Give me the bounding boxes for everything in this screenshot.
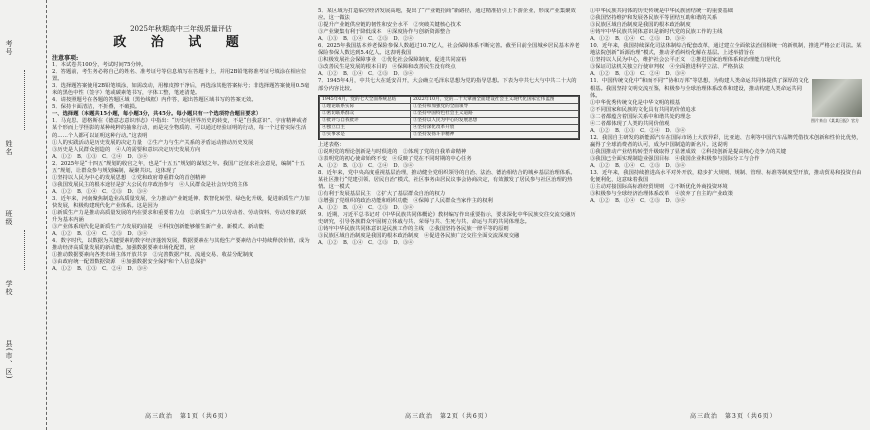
exam-title: 政 治 试 题 (113, 35, 249, 50)
question-text: 5．某区域为打造临空经济发展高地，提出了“产业链招商”新路径，通过精准招引上下游企业，形成产业集聚效应。这一做法 (318, 8, 576, 22)
note-item: 4．请按照题号在各题的答题区域（黑色线框）内作答，超出答题区域书写的答案无效。 (52, 97, 257, 104)
page-footer: 高三政治 第2页（共6页） (405, 413, 492, 420)
question-text: 8．近年来，党中央高度重视基层治理，推动健全党组织领导的自治、法治、德治相结合的城乡基层治理体系。某社区推行“党建引领、居民自治”模式，社区事务由居民议事会协商决定，有效激发了居民参与社区治理的热情。这一模式 (318, 169, 576, 190)
question-option: ③改善民生是发展的根本目的 ④保障和改善民生没有终点 (318, 64, 456, 71)
question-option: ①提升产业链供应链的韧性和安全水平 ②突破关键核心技术 (318, 22, 462, 29)
question-option: ①积极发展社会保障事业 ②优化社会保障制度，促进共同富裕 (318, 57, 467, 64)
page-2-column (318, 8, 580, 406)
question-choices: A．①② B．①④ C．②③ D．③④ (318, 71, 414, 78)
question-option: ③表明党的初心使命始终不变 ④反映了党在不同时期的中心任务 (318, 155, 472, 162)
question-choices: A．①② B．①③ C．②④ D．③④ (318, 162, 414, 169)
question-option: ③二者都蕴含着国际关系中和谐共处的理念 (590, 113, 691, 120)
question-choices: A．①② B．①③ C．②④ D．③④ (52, 266, 148, 273)
table-cell: ④独立自主 (320, 124, 411, 131)
question-option: ①人的实践活动是历史发展的决定力量 ②生产力与生产关系的矛盾运动推动历史发展 (52, 139, 254, 146)
binding-fill-line (24, 230, 25, 270)
question-choices: A．①② B．①③ C．②④ D．③④ (590, 71, 686, 78)
question-option: ③我国已全面实现制造业强国目标 ④我国企业积极参与国际分工与合作 (590, 155, 760, 162)
question-option: ③由政府统一配置数据资源 ④加强数据安全保护和个人信息保护 (52, 259, 206, 266)
table-row (320, 124, 579, 131)
table-cell: ④坚持深化改革开放 (410, 124, 578, 131)
table-header: 2022年10月，党的二十大擘画全面建设社会主义现代化国家宏伟蓝图 (410, 96, 578, 103)
table-row (320, 103, 579, 110)
question-choices: A．①② B．①④ C．②③ D．③④ (590, 163, 686, 170)
page-3-column (590, 8, 862, 406)
question-choices: A．①③ B．①④ C．②③ D．②④ (318, 36, 414, 43)
comparison-table (318, 95, 580, 140)
question-option: ①新质生产力是推动高质量发展的内在要求和重要着力点 ②新质生产力以劳动者、劳动资料、劳动对象的跃升为基本内涵 (52, 210, 307, 224)
question-text: 4．数字时代，以数据为关键要素的数字经济蓬勃发展，数据要素在与其他生产要素结合中持续释放价值，成为推动经济高质量发展的新动能。加强数据要素市场化配置，应 (52, 238, 310, 252)
question-text: 6．2025年我国基本养老保险参保人数超过10.7亿人，社会保障体系不断完善。截至目前全国城乡居民基本养老保险参保人数达到5.4亿人。这表明我国 (318, 43, 580, 57)
exam-subtitle: 2025年秋期高中三年级质量评估 (130, 25, 232, 33)
question-choices: A．①② B．①③ C．②④ D．③④ (590, 127, 686, 134)
note-item: 2．答题前，考生务必将自己的姓名、准考证号等信息填写在答题卡上，并用2B铅笔将准考证号填涂在相应位置。 (52, 69, 307, 83)
question-choices: A．①② B．①④ C．②③ D．③④ (590, 198, 686, 205)
table-cell: ②坚持中国特色社会主义道路 (410, 110, 578, 117)
question-option: ③保证司法机关独立行使审判权 ④全面推进科学立法、严格执法 (590, 64, 744, 71)
binding-label-school: 学校 (5, 280, 13, 296)
photo-caption: 图片来自《某某日报》官方 (811, 118, 859, 124)
table-cell: ⑤坚持发扬斗争精神 (410, 131, 578, 138)
note-item: 3．选择题答案使用2B铅笔填涂，如需改动，用橡皮擦干净后，再选涂其他答案标号；非选择题答案使用0.5毫米的黑色中性（签字）笔或碳素笔书写，字体工整，笔迹清楚。 (52, 83, 310, 97)
question-choices: A．①② B．①④ C．②③ D．③④ (590, 36, 686, 43)
question-option: ③增强了党组织的政治功能和组织功能 ④保障了人民群众当家作主的权利 (318, 197, 493, 204)
question-option: ③积极参与全球经济治理体系改革 ④放弃了自主的产业政策 (590, 191, 734, 198)
binding-margin (0, 0, 47, 430)
table-cell: ③批评与自我批评 (320, 117, 411, 124)
question-text: 3．近年来，河南聚焦制造业高质量发展，全力推动产业链延伸、数智化转型、绿色化升级，促进新质生产力加快发展，积极构建现代化产业体系。这是因为 (52, 195, 310, 209)
binding-label-county: 县(市、区) (5, 340, 13, 380)
question-text: 13．近年来，我国持续推进高水平对外开放，稳步扩大规则、规制、管理、标准等制度型开放，推动贸易和投资自由化便利化，这意味着我国 (590, 170, 862, 184)
table-header: 1945年4月，党的七大全面系统总结 (320, 96, 411, 103)
note-item: 1．本试卷共100分，考试时间75分钟。 (52, 62, 147, 69)
question-option: ①中华民族共同体的历史传统是中华民族团结统一的重要基础 (590, 8, 734, 14)
question-option: ①推动数据要素向各类市场主体开放共享 ②完善数据产权、流通交易、收益分配制度 (52, 252, 254, 259)
note-item: 5．保持卡面清洁，不折叠，不破损。 (52, 104, 141, 111)
question-text: 10．近年来，我国持续深化司法体制综合配套改革，通过建立全面依法治国相统一的新机制，推进严格公正司法。某地法院创新“诉源治理”模式，推动矛盾纠纷化解在基层。上述举措旨在 (590, 43, 862, 57)
question-option: ③产业聚集有利于降低成本 ④深度协作与创新资源整合 (318, 29, 451, 36)
question-option: ④二者都体现了人类的共同价值观 (590, 120, 670, 127)
question-option: ①中华优秀传统文化是中华文明的根基 (590, 99, 681, 106)
question-option: ②我国坚持维护和发展各民族平等团结互助和谐的关系 (590, 15, 718, 22)
question-option: ③民族区域自治制度是我国的根本政治制度 (590, 22, 691, 29)
question-text: 7．1945年4月，中共七大在延安召开，大会确立毛泽东思想为党的指导思想。下表为中共七大与中共二十大的部分内容比较。 (318, 78, 577, 92)
page-footer: 高三政治 第1页（共6页） (145, 413, 232, 420)
binding-fill-line (24, 70, 25, 130)
binding-label-class: 班级 (5, 210, 13, 226)
question-option: ④铸牢中华民族共同体意识是新时代党的民族工作的主线 (590, 29, 723, 36)
table-cell: ⑤实事求是 (320, 131, 411, 138)
table-row (320, 131, 579, 138)
binding-label-name: 姓名 (5, 140, 13, 156)
question-option: ①主动对接国际高标准经贸规则 ②不断优化外商投资环境 (590, 184, 728, 191)
page-1-column (52, 8, 310, 406)
table-row (320, 110, 579, 117)
notes-title: 注意事项: (52, 55, 79, 62)
table-cell: ①理论联系实际 (320, 103, 411, 110)
question-option: ①铸牢中华民族共同体意识是民族工作的主线 ②我国坚持各民族一律平等的原则 (318, 226, 509, 233)
question-option: ①有利于发展基层民主 ②扩大了基层群众自治的权力 (318, 190, 446, 197)
table-cell: ②密切联系群众 (320, 110, 411, 117)
news-photo (812, 79, 862, 117)
table-cell: ①坚持和加强党的全面领导 (410, 103, 578, 110)
question-choices: A．①② B．①④ C．②③ D．③④ (318, 204, 414, 211)
question-option: ①坚持以人民为中心，维护社会公平正义 ②推进国家治理体系和治理能力现代化 (590, 57, 781, 64)
question-choices: A．①② B．①④ C．②③ D．③④ (318, 240, 414, 247)
question-choices: A．①② B．①③ C．②④ D．③④ (52, 153, 148, 160)
question-option: ②不同国家和民族的文化具有共同的价值追求 (590, 106, 696, 113)
question-option: ①说明党的理论创新是与时俱进的 ②体现了党的自我革命精神 (318, 148, 467, 155)
page-footer: 高三政治 第3页（共6页） (690, 413, 777, 420)
question-text: 1．马克思、恩格斯在《德意志意识形态》中指出：“历史向世界历史的转变，不是“自我意识”、宇宙精神或者某个形而上学怪影的某种纯粹的抽象行动，而是完全物质的、可以通过经验证明的行动，每一个过着实际生活的……个人都可以证明这种行动。”这表明 (52, 118, 308, 139)
question-text: 11．中国传统文化中“和而不同”“协和万邦”等思想，为构建人类命运共同体提供了深厚的文化根基。我国坚持文明交流互鉴，积极参与全球治理体系改革和建设，推动构建人类命运共同体。 (590, 78, 809, 99)
question-text: 上述表格： (318, 141, 345, 148)
question-text: 2．2025年是“十四五”规划的收官之年，也是“十五五”规划的谋划之年。我国广泛征求社会意见，编制“十五五”规划，让群众参与规划编制，凝聚共识。这体现了 (52, 160, 305, 174)
question-choices: A．①② B．①④ C．②③ D．③④ (52, 188, 148, 195)
binding-label-exam-number: 考号 (5, 40, 13, 56)
question-option: ③我国发展民主的根本途径是扩大公民有序政治参与 ④人民群众是社会历史的主体 (52, 181, 248, 188)
question-option: ①坚持以人民为中心的发展思想 ②党和政府尊重群众的首创精神 (52, 174, 206, 181)
section-heading: 一、选择题（本题共15小题，每小题3分，共45分。每小题只有一个选项符合题目要求） (52, 111, 262, 118)
question-choices: A．①② B．①④ C．②③ D．③④ (52, 231, 148, 238)
table-row (320, 117, 579, 124)
question-option: ③历史是人民群众创造的 ④人的需要和意识决定历史发展方向 (52, 146, 201, 153)
question-option: ③产业体系现代化是新质生产力发展的前提 ④科技创新能够催生新产业、新模式、新动能 (52, 224, 264, 231)
question-text: 12．我国自主研发的新能源汽车在国际市场上大放异彩，比亚迪、吉利等中国汽车品牌凭借技术创新和性价比优势，赢得了全球消费者的认可，成为中国制造的新名片。这说明 (590, 134, 862, 148)
table-cell: ③坚持以人民为中心的发展思想 (410, 117, 578, 124)
question-option: ③民族区域自治制度是我国的根本政治制度 ④促进各民族广泛交往全面交流深度交融 (318, 233, 520, 240)
question-text: 9．近期，习近平总书记对《中华民族共同体概论》教材编写作出重要指示，要求深化中华民族交往交流交融历史研究，引导各族群众牢固树立休戚与共、荣辱与共、生死与共、命运与共的共同体理念。 (318, 212, 576, 226)
question-option: ①我国推动产业结构转型升级取得了显著成效 ②科技创新是提高核心竞争力的关键 (590, 148, 786, 155)
